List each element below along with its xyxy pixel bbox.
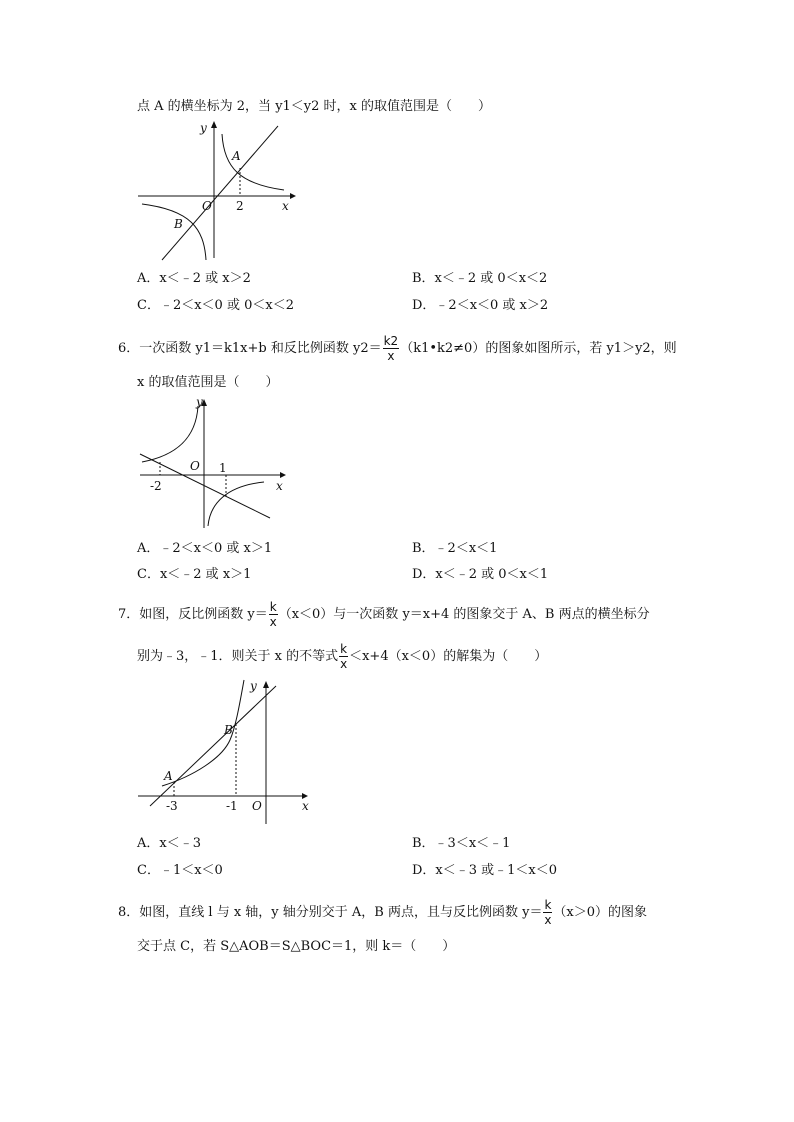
q7-stem2-post: ＜x+4（x＜0）的解集为（ ） [349, 649, 548, 664]
q7-stem-2 [137, 642, 547, 671]
q5-figure [130, 118, 300, 266]
q5-line [162, 126, 278, 260]
q7-fraction [269, 600, 278, 629]
q5-option-a[interactable]: A．x＜﹣2 或 x＞2 [137, 271, 251, 286]
q6-x-arrow [280, 472, 286, 478]
q6-figure [134, 394, 294, 532]
q6-stem-pre: 6．一次函数 y1＝k1x+b 和反比例函数 y2＝ [118, 341, 382, 356]
q6-frac-den: x [387, 349, 395, 363]
q6-tick-1: 1 [219, 461, 227, 475]
q5-option-c[interactable]: C．﹣2＜x＜0 或 0＜x＜2 [137, 298, 294, 313]
q6-label-o: O [190, 459, 200, 473]
q7-tick-m1: -1 [226, 799, 238, 813]
q8-stem-2: 交于点 C，若 S△AOB＝S△BOC＝1，则 k＝（ ） [137, 939, 456, 954]
q5-y-arrow [211, 121, 217, 128]
q7-line [150, 686, 276, 806]
q5-x-arrow [290, 193, 296, 199]
q7-option-d[interactable]: D．x＜﹣3 或﹣1＜x＜0 [412, 863, 558, 878]
q7-label-y: y [250, 679, 257, 693]
q5-label-o: O [202, 199, 212, 213]
q8-fraction [543, 898, 552, 927]
q7-label-o: O [252, 799, 262, 813]
q7-fraction-2 [339, 642, 348, 671]
q5-hyperbola-q3 [142, 204, 206, 260]
q7-stem-pre: 7．如图，反比例函数 y＝ [118, 607, 268, 622]
q5-label-b: B [174, 217, 183, 231]
q5-option-d[interactable]: D．﹣2＜x＜0 或 x＞2 [412, 298, 549, 313]
q7-label-b: B [224, 723, 233, 737]
q8-stem-post: （x＞0）的图象 [553, 905, 648, 920]
q5-option-b[interactable]: B．x＜﹣2 或 0＜x＜2 [412, 271, 548, 286]
q6-stem [118, 334, 677, 363]
q6-hyperbola-q4 [208, 482, 264, 526]
q7-tick-m3: -3 [166, 799, 178, 813]
q6-option-b[interactable]: B．﹣2＜x＜1 [412, 541, 498, 556]
q6-fraction [383, 334, 400, 363]
q7-frac-den: x [269, 615, 277, 629]
q7-stem [118, 600, 650, 629]
q6-hyperbola-q2 [142, 406, 198, 462]
q5-label-a: A [232, 149, 241, 163]
q5-label-y: y [200, 121, 207, 135]
q6-stem-post: （k1•k2≠0）的图象如图所示，若 y1＞y2，则 [400, 341, 677, 356]
q8-frac-num: k [544, 898, 552, 912]
q7-y-arrow [263, 681, 269, 688]
q7-option-b[interactable]: B．﹣3＜x＜﹣1 [412, 836, 511, 851]
q8-stem-pre: 8．如图，直线 l 与 x 轴，y 轴分别交于 A，B 两点，且与反比例函数 y＝ [118, 905, 543, 920]
q5-tick-2: 2 [236, 199, 244, 213]
q7-frac-num: k [269, 600, 277, 614]
q7-option-a[interactable]: A．x＜﹣3 [137, 836, 201, 851]
q7-option-c[interactable]: C．﹣1＜x＜0 [137, 863, 223, 878]
q5-stem: 点 A 的横坐标为 2，当 y1＜y2 时，x 的取值范围是（ ） [137, 99, 492, 114]
q6-option-a[interactable]: A．﹣2＜x＜0 或 x＞1 [137, 541, 273, 556]
q6-option-c[interactable]: C．x＜﹣2 或 x＞1 [137, 567, 252, 582]
q7-label-a: A [164, 769, 173, 783]
q7-stem-post: （x＜0）与一次函数 y＝x+4 的图象交于 A、B 两点的横坐标分 [278, 607, 650, 622]
q6-frac-num: k2 [383, 334, 399, 348]
q7-figure [134, 676, 314, 826]
q7-label-x: x [302, 799, 309, 813]
q8-frac-den: x [544, 913, 552, 927]
q6-label-y: y [196, 395, 203, 409]
q8-stem [118, 898, 647, 927]
q7-stem2-pre: 别为﹣3，﹣1．则关于 x 的不等式 [137, 649, 339, 664]
q7-frac2-num: k [340, 642, 348, 656]
q6-stem-2: x 的取值范围是（ ） [137, 375, 279, 390]
q6-option-d[interactable]: D．x＜﹣2 或 0＜x＜1 [412, 567, 549, 582]
q6-label-x: x [276, 479, 283, 493]
q6-tick-m2: -2 [150, 479, 162, 493]
q7-frac2-den: x [340, 657, 348, 671]
q5-label-x: x [282, 199, 289, 213]
